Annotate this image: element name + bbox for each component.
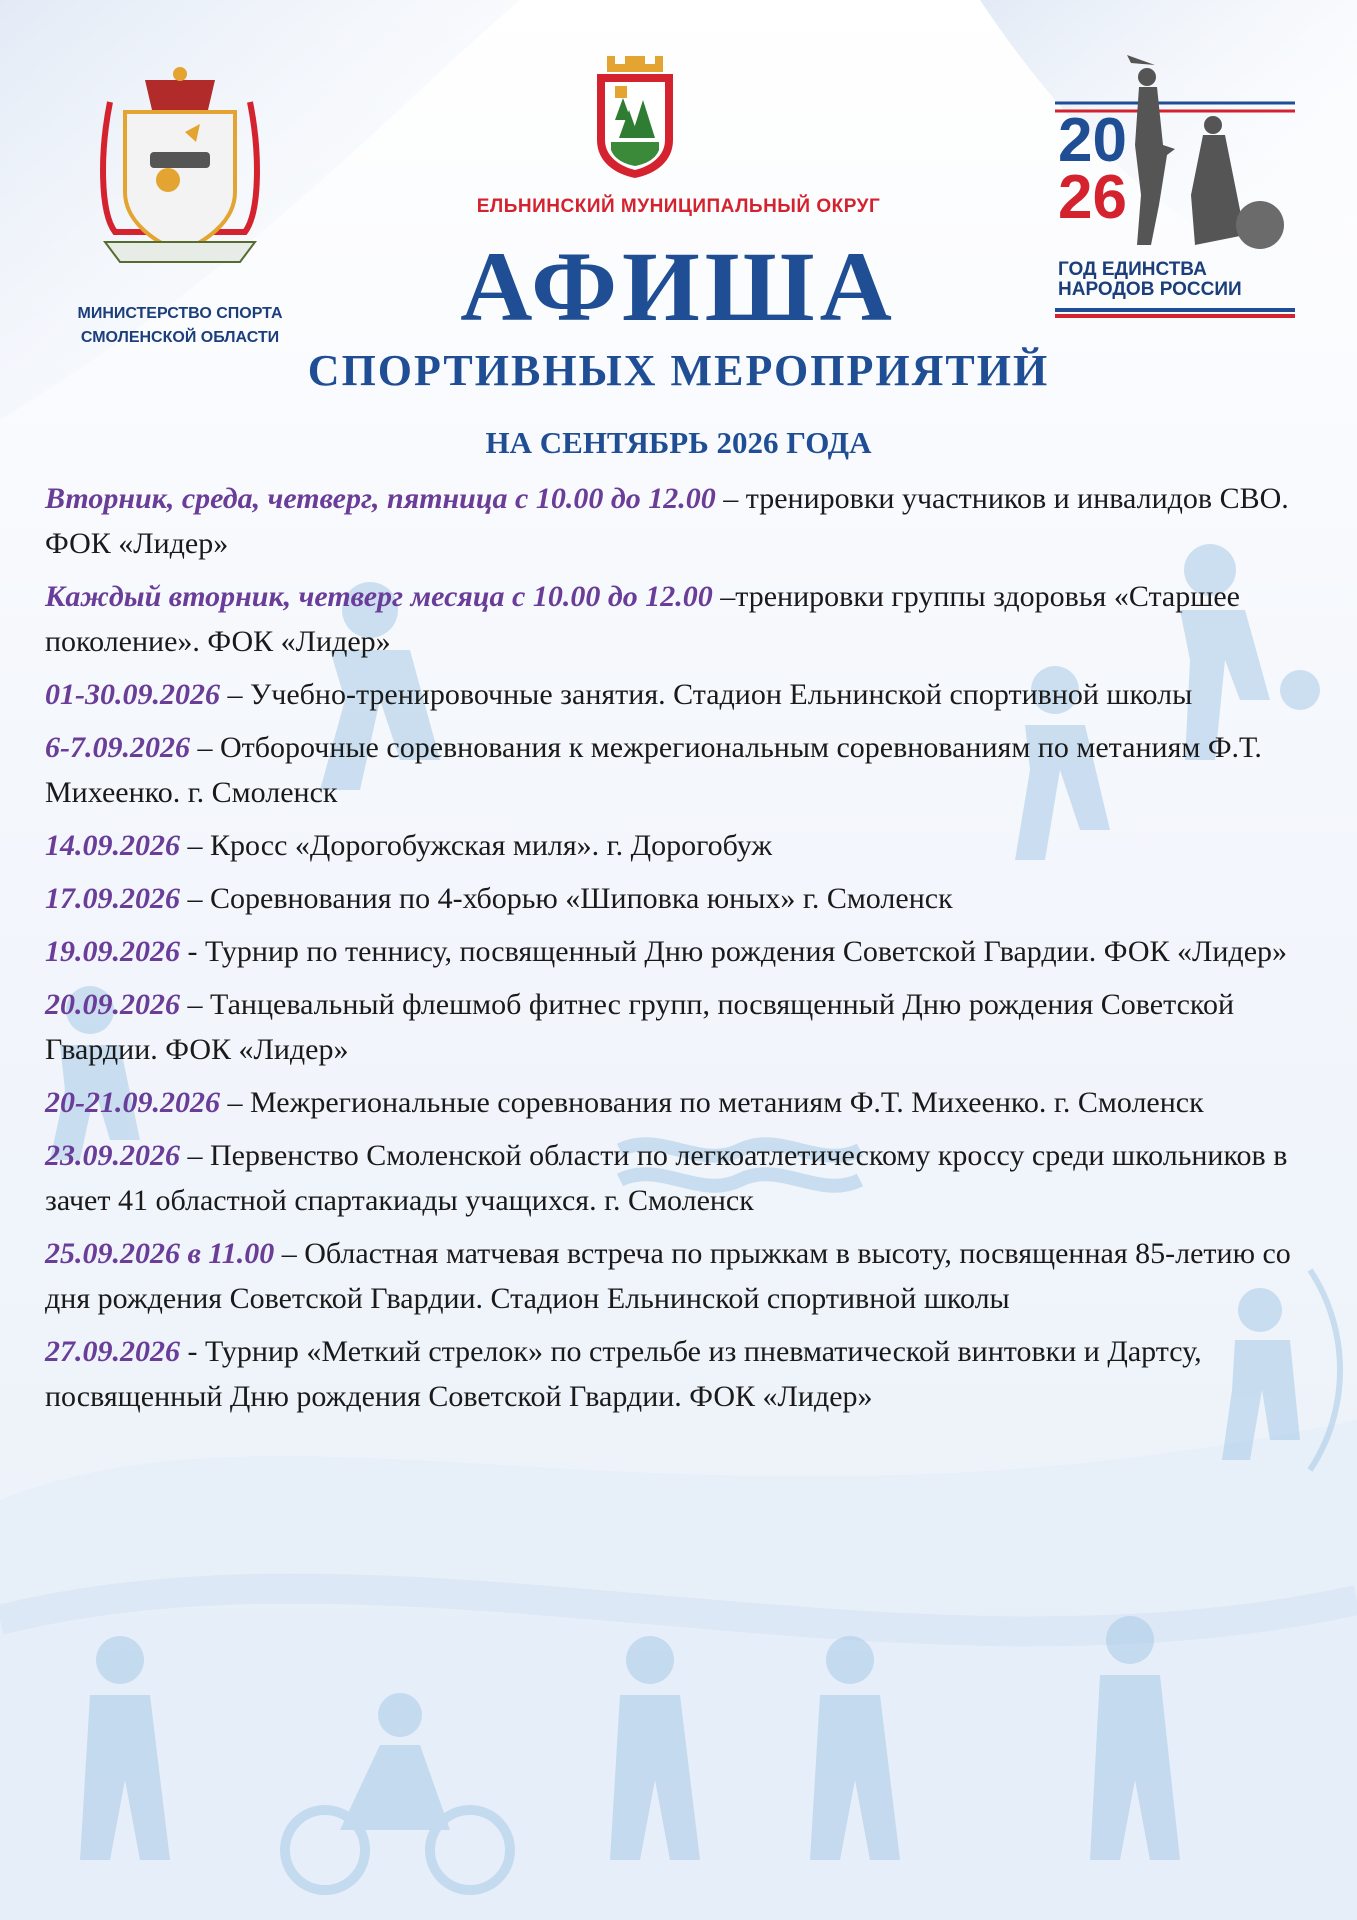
event-date: 27.09.2026 <box>45 1335 180 1368</box>
event-date: 20.09.2026 <box>45 988 180 1021</box>
event-date: 25.09.2026 в 11.00 <box>45 1237 275 1270</box>
event-item <box>45 1133 1315 1223</box>
ministry-caption: МИНИСТЕРСТВО СПОРТА СМОЛЕНСКОЙ ОБЛАСТИ <box>77 305 283 346</box>
event-description: – Первенство Смоленской области по легкоатлетическому кроссу среди школьников в зачет 41 областной спартакиады учащихся. г. Смоленск <box>45 1139 1288 1217</box>
event-description: –тренировки группы здоровья «Старшее поколение». ФОК «Лидер» <box>45 580 1240 658</box>
event-item <box>45 1231 1315 1321</box>
event-description: – Кросс «Дорогобужская миля». г. Дорогобуж <box>180 829 773 862</box>
event-date: 17.09.2026 <box>45 882 180 915</box>
event-date: Каждый вторник, четверг месяца с 10.00 до 12.00 <box>45 580 713 613</box>
year-digits-top: 20 <box>1058 106 1127 175</box>
smolensk-coat-of-arms-icon <box>90 62 270 272</box>
event-date: 14.09.2026 <box>45 829 180 862</box>
event-description: – Учебно-тренировочные занятия. Стадион Ельнинской спортивной школы <box>220 678 1193 711</box>
page-subtitle: СПОРТИВНЫХ МЕРОПРИЯТИЙ <box>307 346 1050 395</box>
event-date: 01-30.09.2026 <box>45 678 220 711</box>
event-item <box>45 929 1315 974</box>
event-item <box>45 982 1315 1072</box>
event-item <box>45 876 1315 921</box>
event-item <box>45 476 1315 566</box>
page-title: АФИША <box>460 231 897 342</box>
period-label: НА СЕНТЯБРЬ 2026 ГОДА <box>485 425 872 460</box>
year-of-unity-logo <box>1055 55 1295 325</box>
event-description: – Соревнования по 4-хборью «Шиповка юных» г. Смоленск <box>180 882 953 915</box>
event-list <box>45 476 1315 1427</box>
event-date: 20-21.09.2026 <box>45 1086 220 1119</box>
district-name: ЕЛЬНИНСКИЙ МУНИЦИПАЛЬНЫЙ ОКРУГ <box>476 196 881 217</box>
yelnya-coat-of-arms-icon <box>585 50 685 180</box>
event-date: Вторник, среда, четверг, пятница с 10.00 до 12.00 <box>45 482 716 515</box>
event-date: 23.09.2026 <box>45 1139 180 1172</box>
event-description: – Областная матчевая встреча по прыжкам в высоту, посвященная 85-летию со дня рождения Советской Гвардии. Стадион Ельнинской спортивной школы <box>45 1237 1291 1315</box>
event-description: - Турнир «Меткий стрелок» по стрельбе из пневматической винтовки и Дартсу, посвященный Дню рождения Советской Гвардии. ФОК «Лидер» <box>45 1335 1202 1413</box>
year-slogan: ГОД ЕДИНСТВА НАРОДОВ РОССИИ <box>1058 259 1242 300</box>
event-description: - Турнир по теннису, посвященный Дню рождения Советской Гвардии. ФОК «Лидер» <box>180 935 1288 968</box>
event-item <box>45 725 1315 815</box>
event-item <box>45 1329 1315 1419</box>
event-item <box>45 823 1315 868</box>
event-description: – Отборочные соревнования к межрегиональным соревнованиям по метаниям Ф.Т. Михеенко. г. Смоленск <box>45 731 1262 809</box>
district-logo <box>585 50 685 180</box>
year-digits-bottom: 26 <box>1058 163 1127 232</box>
event-description: – тренировки участников и инвалидов СВО. ФОК «Лидер» <box>45 482 1289 560</box>
event-item <box>45 1080 1315 1125</box>
event-date: 6-7.09.2026 <box>45 731 190 764</box>
event-description: – Танцевальный флешмоб фитнес групп, посвященный Дню рождения Советской Гвардии. ФОК «Лидер» <box>45 988 1234 1066</box>
event-item <box>45 574 1315 664</box>
event-item <box>45 672 1315 717</box>
event-date: 19.09.2026 <box>45 935 180 968</box>
event-description: – Межрегиональные соревнования по метаниям Ф.Т. Михеенко. г. Смоленск <box>220 1086 1204 1119</box>
ministry-logo <box>70 62 290 352</box>
flag-stripes <box>1055 308 1295 320</box>
